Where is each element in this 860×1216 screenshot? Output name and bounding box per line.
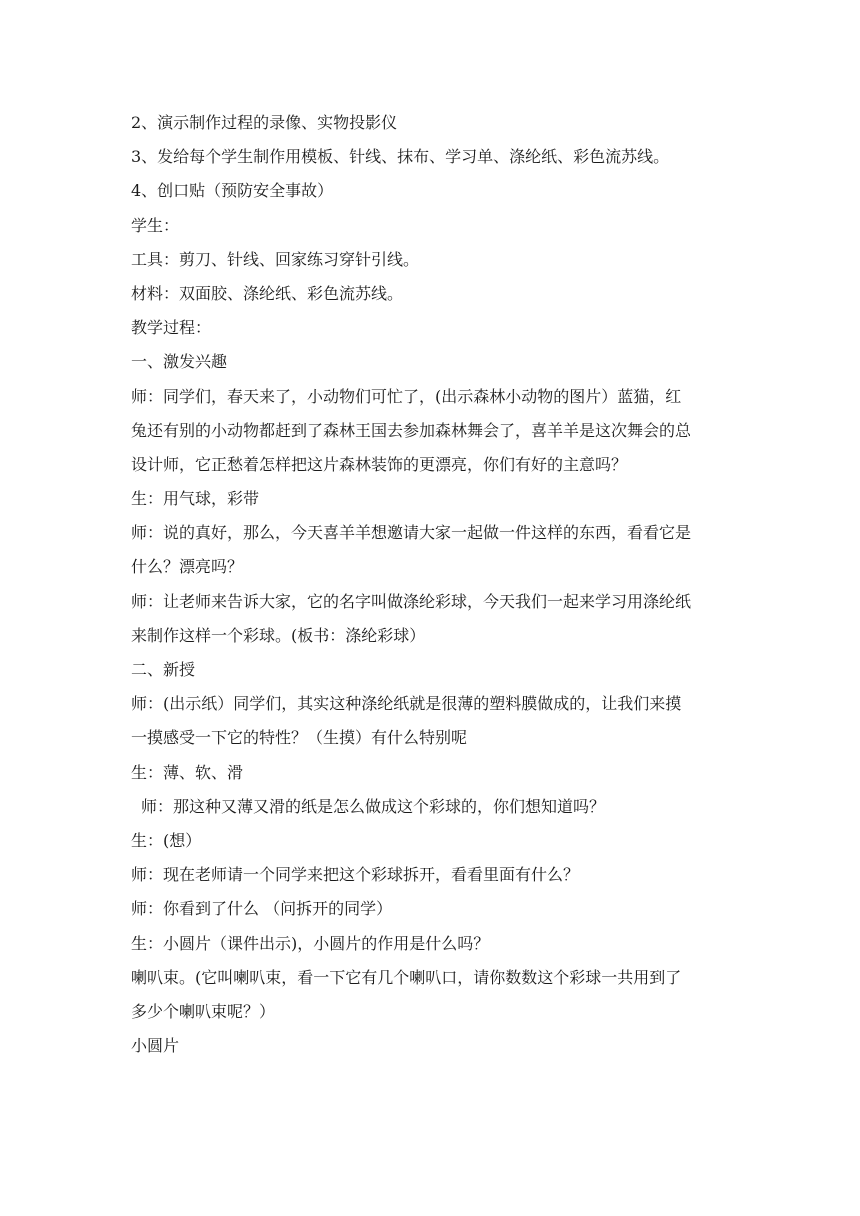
text-line: 喇叭束。(它叫喇叭束，看一下它有几个喇叭口，请你数数这个彩球一共用到了 bbox=[131, 967, 682, 987]
text-line: 来制作这样一个彩球。(板书：涤纶彩球） bbox=[131, 625, 426, 645]
section-heading: 教学过程： bbox=[131, 318, 212, 338]
text-line: 师：(出示纸）同学们，其实这种涤纶纸就是很薄的塑料膜做成的，让我们来摸 bbox=[131, 694, 682, 714]
text-line: 小圆片 bbox=[131, 1036, 180, 1056]
text-line: 设计师，它正愁着怎样把这片森林装饰的更漂亮，你们有好的主意吗？ bbox=[131, 454, 628, 474]
section-heading: 二、新授 bbox=[131, 660, 196, 679]
text-line: 3、发给每个学生制作用模板、针线、抹布、学习单、涤纶纸、彩色流苏线。 bbox=[131, 147, 670, 167]
text-line: 兔还有别的小动物都赶到了森林王国去参加森林舞会了，喜羊羊是这次舞会的总 bbox=[131, 420, 692, 440]
document-body bbox=[131, 106, 731, 1063]
text-line: 生：(想） bbox=[131, 830, 202, 850]
text-line: 师：你看到了什么 （问拆开的同学） bbox=[131, 899, 393, 919]
text-line: 师：那这种又薄又滑的纸是怎么做成这个彩球的，你们想知道吗？ bbox=[141, 796, 606, 816]
text-line: 生：薄、软、滑 bbox=[131, 762, 244, 782]
text-line: 一摸感受一下它的特性？（生摸）有什么特别呢 bbox=[131, 728, 468, 748]
text-line: 生：用气球，彩带 bbox=[131, 489, 260, 509]
text-line: 2、演示制作过程的录像、实物投影仪 bbox=[131, 113, 398, 132]
text-line: 生：小圆片（课件出示)，小圆片的作用是什么吗？ bbox=[131, 933, 490, 953]
section-heading: 一、激发兴趣 bbox=[131, 352, 228, 372]
text-line: 工具：剪刀、针线、回家练习穿针引线。 bbox=[131, 249, 420, 269]
text-line: 学生： bbox=[131, 215, 180, 235]
text-line: 多少个喇叭束呢？） bbox=[131, 1001, 276, 1021]
text-line: 材料：双面胶、涤纶纸、彩色流苏线。 bbox=[131, 283, 404, 303]
text-line: 师：同学们，春天来了，小动物们可忙了，(出示森林小动物的图片）蓝猫，红 bbox=[131, 386, 682, 406]
text-line: 师：说的真好，那么，今天喜羊羊想邀请大家一起做一件这样的东西，看看它是 bbox=[131, 523, 692, 543]
text-line: 什么？漂亮吗？ bbox=[131, 557, 244, 577]
text-line: 4、创口贴（预防安全事故） bbox=[131, 181, 334, 201]
text-line: 师：现在老师请一个同学来把这个彩球拆开，看看里面有什么？ bbox=[131, 865, 580, 885]
text-line: 师：让老师来告诉大家，它的名字叫做涤纶彩球，今天我们一起来学习用涤纶纸 bbox=[131, 591, 692, 611]
